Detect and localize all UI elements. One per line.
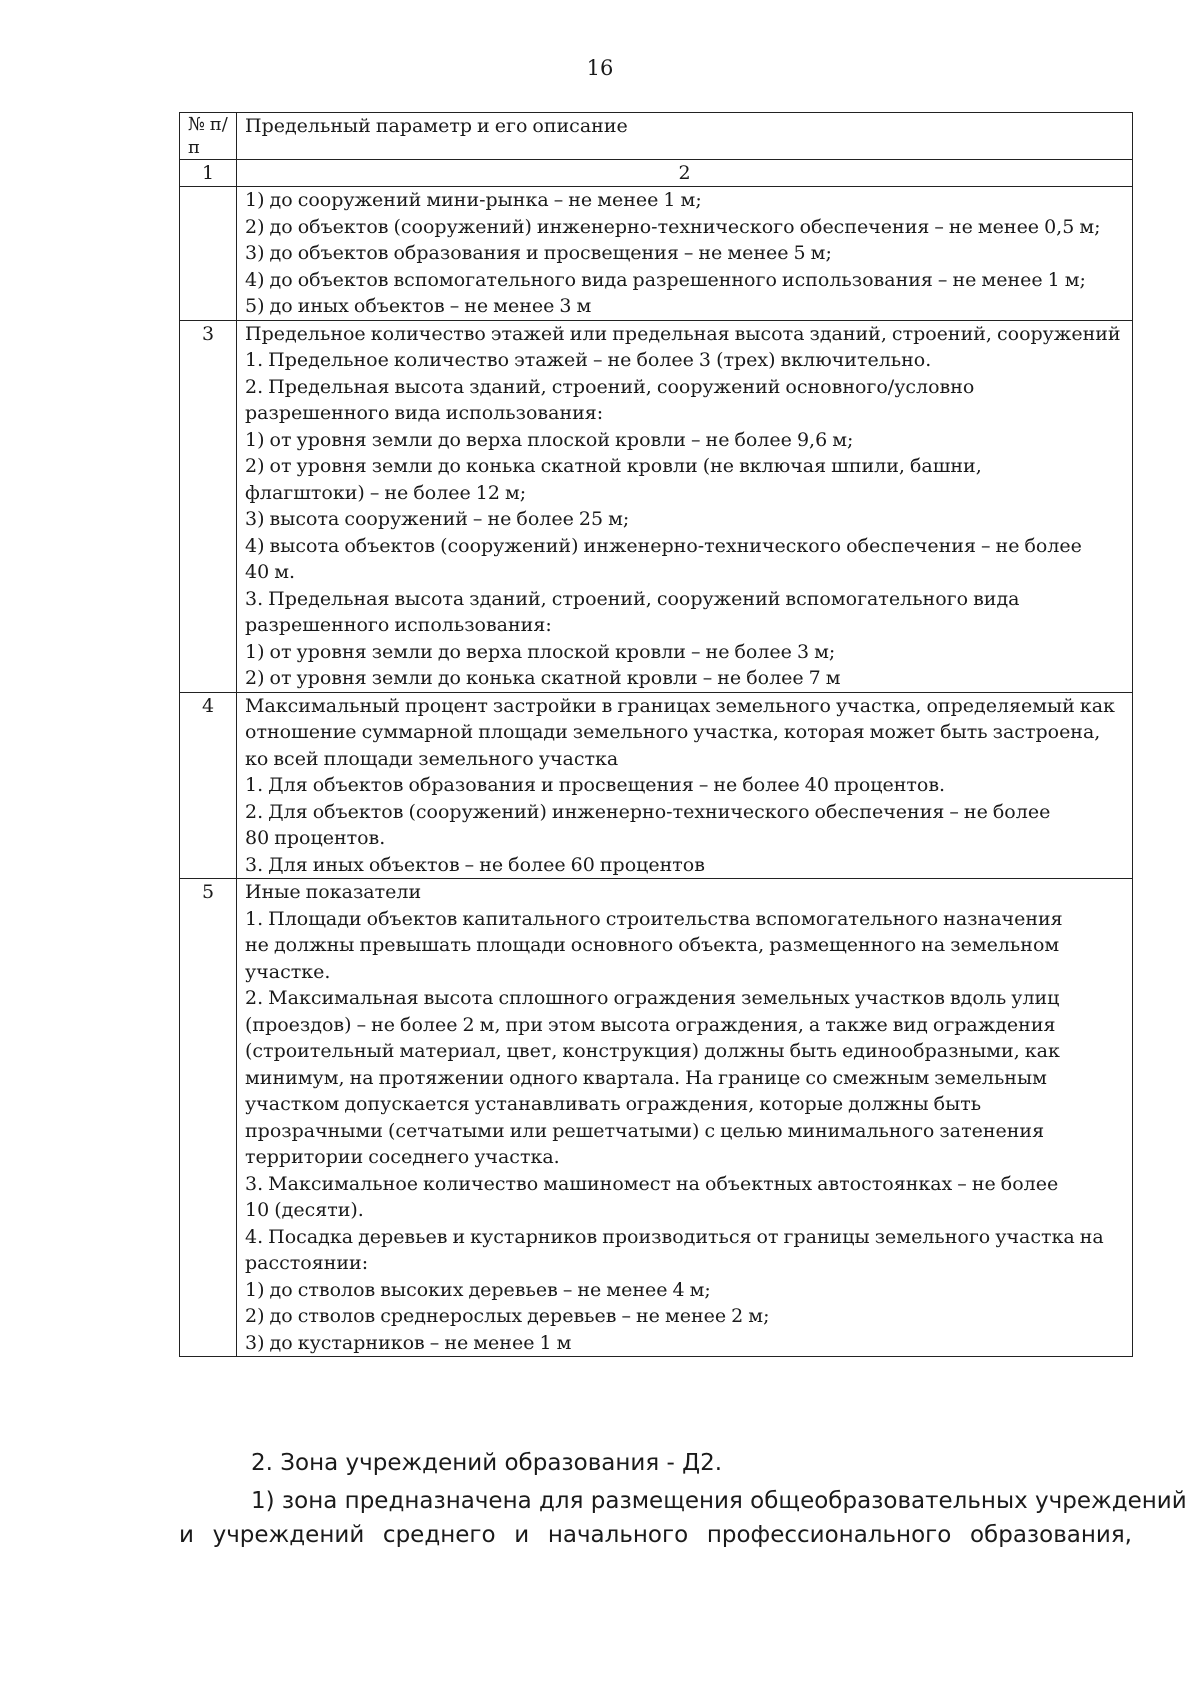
description-line: 3. Предельная высота зданий, строений, сооружений вспомогательного вида [245, 587, 1020, 610]
description-line: Иные показатели [245, 881, 422, 903]
row-number: 5 [180, 879, 237, 1357]
description-line: 40 м. [245, 561, 296, 583]
description-line: отношение суммарной площади земельного участка, которая может быть застроена, [245, 721, 1101, 743]
table-row [180, 320, 1133, 692]
description-line: 1) от уровня земли до верха плоской кровли – не более 3 м; [245, 640, 836, 663]
row-description [237, 187, 1133, 321]
row-description [237, 692, 1133, 879]
description-line: 3. Для иных объектов – не более 60 процентов [245, 853, 705, 876]
table-row [180, 879, 1133, 1357]
description-line: разрешенного использования: [245, 614, 552, 636]
description-line: 80 процентов. [245, 827, 386, 849]
paragraph-line-2: и учреждений среднего и начального профессионального образования, [179, 1522, 1132, 1548]
row-number: 4 [180, 692, 237, 879]
description-line: 1) до стволов высоких деревьев – не менее 4 м; [245, 1278, 711, 1301]
description-line: (строительный материал, цвет, конструкция) должны быть единообразными, как [245, 1040, 1060, 1062]
description-line: 4. Посадка деревьев и кустарников производиться от границы земельного участка на [245, 1225, 1104, 1248]
description-line: Максимальный процент застройки в границах земельного участка, определяемый как [245, 694, 1115, 717]
header-description: Предельный параметр и его описание [237, 113, 1133, 160]
column-index-2: 2 [237, 160, 1133, 187]
header-number: № п/п [180, 113, 237, 160]
description-line: (проездов) – не более 2 м, при этом высота ограждения, а также вид ограждения [245, 1013, 1056, 1036]
paragraph-line-1: 1) зона предназначена для размещения общеобразовательных учреждений [251, 1488, 1187, 1514]
description-line: 4) до объектов вспомогательного вида разрешенного использования – не менее 1 м; [245, 268, 1086, 291]
page-number: 16 [586, 56, 614, 80]
description-line: 5) до иных объектов – не менее 3 м [245, 295, 592, 317]
description-line: минимум, на протяжении одного квартала. На границе со смежным земельным [245, 1066, 1047, 1089]
table-header-row [180, 113, 1133, 160]
description-line: 3) до кустарников – не менее 1 м [245, 1331, 572, 1354]
table-row [180, 692, 1133, 879]
table-row [180, 187, 1133, 321]
section-title: 2. Зона учреждений образования - Д2. [251, 1450, 723, 1476]
description-line: 3) до объектов образования и просвещения – не менее 5 м; [245, 242, 832, 264]
description-line: 1) до сооружений мини-рынка – не менее 1 м; [245, 189, 702, 211]
description-line: 2) до объектов (сооружений) инженерно-технического обеспечения – не менее 0,5 м; [245, 215, 1101, 238]
row-description [237, 320, 1133, 692]
description-line: 1) от уровня земли до верха плоской кровли – не более 9,6 м; [245, 428, 854, 451]
description-line: 2. Максимальная высота сплошного ограждения земельных участков вдоль улиц [245, 987, 1060, 1009]
description-line: прозрачными (сетчатыми или решетчатыми) с целью минимального затенения [245, 1119, 1045, 1142]
description-line: флагштоки) – не более 12 м; [245, 481, 527, 504]
description-line: 2) от уровня земли до конька скатной кровли – не более 7 м [245, 667, 841, 689]
description-line: 2. Предельная высота зданий, строений, сооружений основного/условно [245, 375, 975, 398]
description-line: 2. Для объектов (сооружений) инженерно-технического обеспечения – не более [245, 800, 1051, 823]
parameters-table [179, 112, 1133, 1357]
description-line: 3) высота сооружений – не более 25 м; [245, 508, 630, 530]
column-index-row [180, 160, 1133, 187]
column-index-1: 1 [180, 160, 237, 187]
description-line: ко всей площади земельного участка [245, 747, 619, 770]
description-line: участком допускается устанавливать ограждения, которые должны быть [245, 1093, 982, 1115]
description-line: 10 (десяти). [245, 1199, 364, 1221]
description-line: 2) до стволов среднерослых деревьев – не менее 2 м; [245, 1305, 770, 1327]
description-line: участке. [245, 960, 331, 983]
description-line: 3. Максимальное количество машиномест на объектных автостоянках – не более [245, 1172, 1059, 1195]
description-line: расстоянии: [245, 1252, 369, 1274]
row-number: 3 [180, 320, 237, 692]
description-line: территории соседнего участка. [245, 1146, 560, 1168]
description-line: 2) от уровня земли до конька скатной кровли (не включая шпили, башни, [245, 455, 982, 477]
row-description [237, 879, 1133, 1357]
row-number [180, 187, 237, 321]
description-line: 1. Предельное количество этажей – не более 3 (трех) включительно. [245, 349, 932, 371]
description-line: 1. Для объектов образования и просвещения – не более 40 процентов. [245, 774, 946, 796]
description-line: не должны превышать площади основного объекта, размещенного на земельном [245, 934, 1060, 956]
description-line: Предельное количество этажей или предельная высота зданий, строений, сооружений [245, 322, 1121, 345]
description-line: 1. Площади объектов капитального строительства вспомогательного назначения [245, 907, 1063, 930]
description-line: разрешенного вида использования: [245, 402, 604, 424]
description-line: 4) высота объектов (сооружений) инженерно-технического обеспечения – не более [245, 534, 1082, 557]
